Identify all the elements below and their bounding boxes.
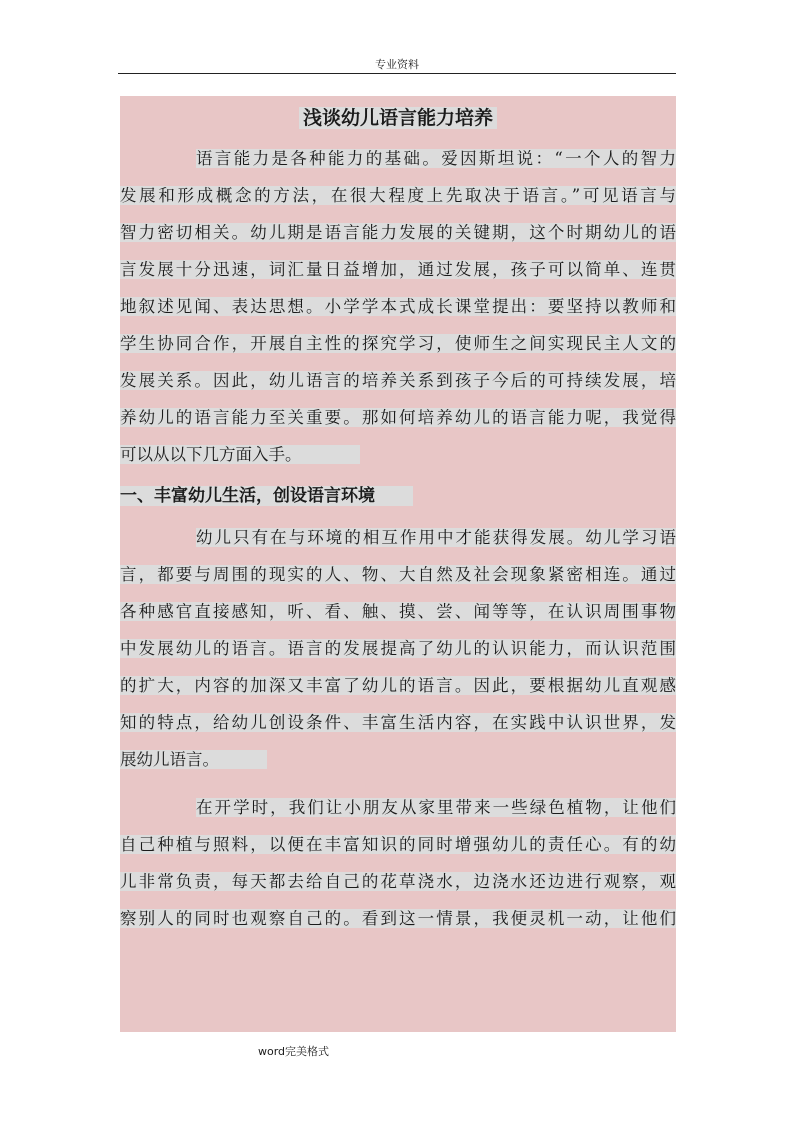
paragraph-gap — [120, 778, 676, 789]
text-line: 学生协同合作，开展自主性的探究学习，使师生之间实现民主人文的 — [120, 334, 676, 353]
text-line: 养幼儿的语言能力至关重要。那如何培养幼儿的语言能力呢，我觉得 — [120, 408, 676, 427]
heading-line: 一、丰富幼儿生活，创设语言环境 — [120, 473, 676, 519]
section-heading — [120, 473, 676, 519]
text-line: 各种感官直接感知，听、看、触、摸、尝、闻等等，在认识周围事物 — [120, 602, 676, 621]
paragraph-environment — [120, 519, 676, 778]
text-line: 语言能力是各种能力的基础。爱因斯坦说：“一个人的智力 — [196, 149, 676, 168]
text-line: 幼儿只有在与环境的相互作用中才能获得发展。幼儿学习语 — [196, 528, 676, 547]
text-line: 智力密切相关。幼儿期是语言能力发展的关键期，这个时期幼儿的语 — [120, 223, 676, 242]
document-body — [120, 96, 676, 1032]
text-line: 言发展十分迅速，词汇量日益增加，通过发展，孩子可以简单、连贯 — [120, 260, 676, 279]
text-line: 发展和形成概念的方法，在很大程度上先取决于语言。”可见语言与 — [120, 186, 676, 205]
paragraph-planting — [120, 789, 676, 937]
text-line: 在开学时，我们让小朋友从家里带来一些绿色植物，让他们 — [196, 798, 676, 817]
text-line: 地叙述见闻、表达思想。小学学本式成长课堂提出：要坚持以教师和 — [120, 297, 676, 316]
text-line: 发展关系。因此，幼儿语言的培养关系到孩子今后的可持续发展，培 — [120, 371, 676, 390]
text-line: 言，都要与周围的现实的人、物、大自然及社会现象紧密相连。通过 — [120, 565, 676, 584]
paragraph-intro — [120, 140, 676, 473]
header-rule — [118, 73, 676, 74]
title-text: 浅谈幼儿语言能力培养 — [299, 107, 497, 129]
text-line: 中发展幼儿的语言。语言的发展提高了幼儿的认识能力，而认识范围 — [120, 639, 676, 658]
text-line: 自己种植与照料，以便在丰富知识的同时增强幼儿的责任心。有的幼 — [120, 835, 676, 854]
text-line: 展幼儿语言。 — [120, 741, 676, 778]
page-header: 专业资料 — [375, 58, 419, 71]
text-line: 察别人的同时也观察自己的。看到这一情景，我便灵机一动，让他们 — [120, 909, 676, 928]
text-line: 知的特点，给幼儿创设条件、丰富生活内容，在实践中认识世界，发 — [120, 713, 676, 732]
text-line: 可以从以下几方面入手。 — [120, 436, 676, 473]
document-title — [120, 96, 676, 140]
page-footer: word完美格式 — [258, 1045, 330, 1058]
text-line: 儿非常负责，每天都去给自己的花草浇水，边浇水还边进行观察，观 — [120, 872, 676, 891]
text-line: 的扩大，内容的加深又丰富了幼儿的语言。因此，要根据幼儿直观感 — [120, 676, 676, 695]
